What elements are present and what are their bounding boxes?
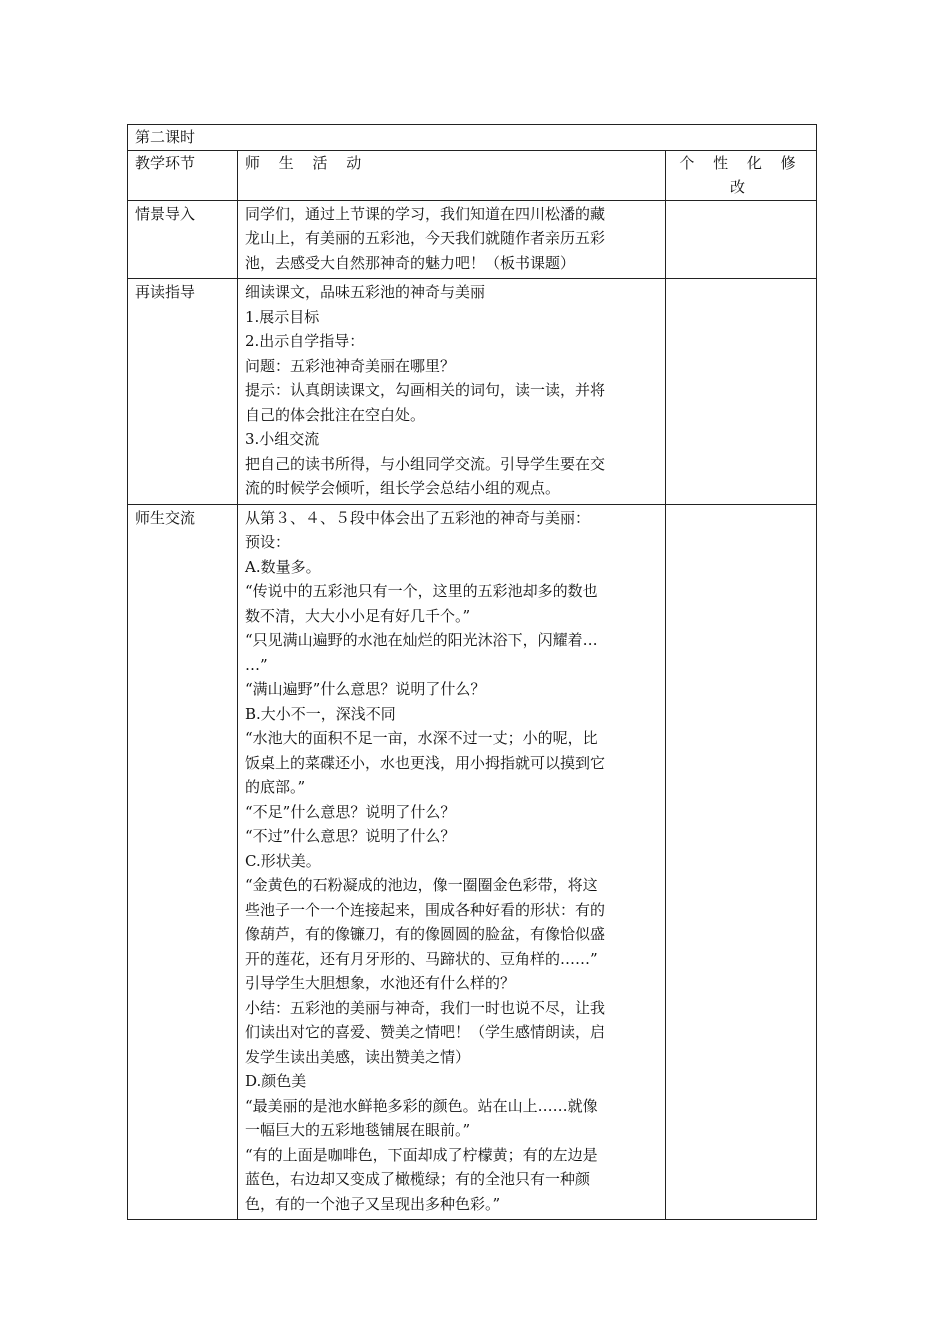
activity-line: D.颜色美 xyxy=(245,1072,307,1090)
section-label: 师生交流 xyxy=(128,504,238,1220)
activity-line: “有的上面是咖啡色，下面却成了柠檬黄；有的左边是 xyxy=(245,1145,598,1164)
notes-cell xyxy=(666,279,817,505)
activity-line: 蓝色，右边却又变成了橄榄绿；有的全池只有一种颜 xyxy=(245,1170,591,1188)
activity-line: 像葫芦，有的像镰刀，有的像圆圆的脸盆，有像恰似盛 xyxy=(245,925,606,943)
activity-cell xyxy=(238,504,666,1220)
notes-cell xyxy=(666,504,817,1220)
table-row xyxy=(128,200,817,279)
activity-line: 饭桌上的菜碟还小，水也更浅，用小拇指就可以摸到它 xyxy=(245,753,606,772)
activity-line: 同学们，通过上节课的学习，我们知道在四川松潘的藏 xyxy=(245,204,606,223)
activity-line: 的底部。” xyxy=(245,778,306,796)
activity-line: 引导学生大胆想象，水池还有什么样的？ xyxy=(245,974,516,992)
section-label: 再读指导 xyxy=(128,279,238,505)
activity-line: 3.小组交流 xyxy=(245,430,320,448)
activity-line: 数不清，大大小小足有好几千个。” xyxy=(245,606,471,625)
header-activity: 师 生 活 动 xyxy=(238,150,666,200)
notes-cell xyxy=(666,200,817,279)
lesson-plan-table xyxy=(127,124,817,1220)
activity-line: “金黄色的石粉凝成的池边，像一圈圈金色彩带，将这 xyxy=(245,876,598,894)
header-row xyxy=(128,150,817,200)
header-section: 教学环节 xyxy=(128,150,238,200)
activity-line: 2.出示自学指导： xyxy=(245,332,365,350)
table-row xyxy=(128,504,817,1220)
activity-line: 开的莲花，还有月牙形的、马蹄状的、豆角样的……” xyxy=(245,949,598,968)
lesson-title: 第二课时 xyxy=(128,125,817,151)
activity-line: 流的时候学会倾听，组长学会总结小组的观点。 xyxy=(245,479,561,497)
activity-line: 池，去感受大自然那神奇的魅力吧！（板书课题） xyxy=(245,253,576,272)
activity-line: 预设： xyxy=(245,533,291,551)
activity-cell xyxy=(238,200,666,279)
activity-line: “满山遍野”什么意思？说明了什么？ xyxy=(245,680,486,698)
activity-line: “传说中的五彩池只有一个，这里的五彩池却多的数也 xyxy=(245,582,598,600)
activity-line: B.大小不一，深浅不同 xyxy=(245,704,396,723)
activity-line: “不足”什么意思？说明了什么？ xyxy=(245,802,456,821)
activity-line: 龙山上，有美丽的五彩池，今天我们就随作者亲历五彩 xyxy=(245,229,606,247)
activity-line: C.形状美。 xyxy=(245,851,321,870)
header-notes: 个 性 化 修 改 xyxy=(666,150,817,200)
activity-line: 细读课文，品味五彩池的神奇与美丽 xyxy=(245,283,486,301)
activity-line: 提示：认真朗读课文，勾画相关的词句，读一读，并将 xyxy=(245,381,606,399)
activity-line: …” xyxy=(245,655,268,674)
activity-line: “只见满山遍野的水池在灿烂的阳光沐浴下，闪耀着… xyxy=(245,631,598,649)
activity-line: A.数量多。 xyxy=(245,557,321,576)
activity-line: 们读出对它的喜爱、赞美之情吧！（学生感情朗读，启 xyxy=(245,1023,606,1041)
activity-line: 一幅巨大的五彩地毯铺展在眼前。” xyxy=(245,1121,471,1139)
activity-line: “不过”什么意思？说明了什么？ xyxy=(245,827,456,845)
activity-line: 自己的体会批注在空白处。 xyxy=(245,405,426,424)
activity-line: 把自己的读书所得，与小组同学交流。引导学生要在交 xyxy=(245,454,606,473)
activity-line: 发学生读出美感，读出赞美之情） xyxy=(245,1047,471,1066)
table-row xyxy=(128,279,817,505)
activity-line: 小结：五彩池的美丽与神奇，我们一时也说不尽，让我 xyxy=(245,998,606,1017)
lesson-title-row xyxy=(128,125,817,151)
activity-line: “水池大的面积不足一亩，水深不过一丈；小的呢，比 xyxy=(245,729,598,747)
activity-line: 色，有的一个池子又呈现出多种色彩。” xyxy=(245,1194,501,1213)
activity-line: “最美丽的是池水鲜艳多彩的颜色。站在山上……就像 xyxy=(245,1096,598,1115)
activity-line: 些池子一个一个连接起来，围成各种好看的形状：有的 xyxy=(245,900,606,919)
activity-line: 从第３、４、５段中体会出了五彩池的神奇与美丽： xyxy=(245,508,591,527)
activity-cell xyxy=(238,279,666,505)
activity-line: 1.展示目标 xyxy=(245,307,320,326)
activity-line: 问题：五彩池神奇美丽在哪里？ xyxy=(245,356,456,375)
section-label: 情景导入 xyxy=(128,200,238,279)
